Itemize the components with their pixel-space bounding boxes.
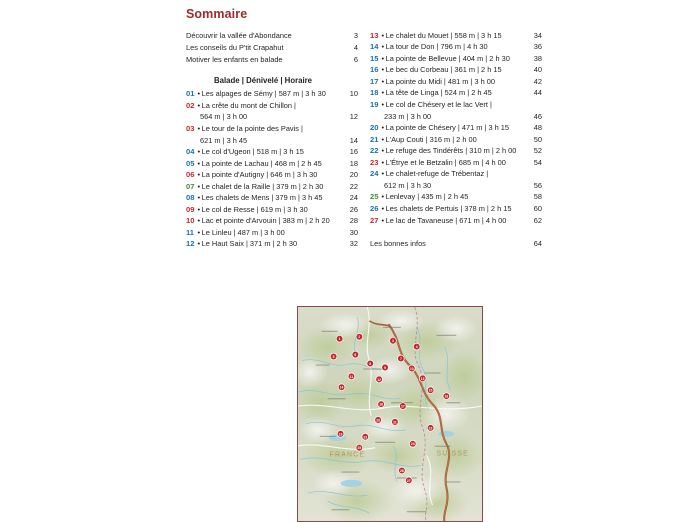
walk-entry-label	[186, 204, 340, 216]
bullet-icon: •	[381, 100, 385, 110]
walk-entry-text: Les alpages de Sémy | 587 m | 3 h 30	[201, 89, 326, 99]
walk-entry-page: 26	[349, 204, 358, 214]
map-marker[interactable]	[413, 343, 420, 350]
walk-entry[interactable]	[370, 76, 542, 88]
walk-entry-text: Le chalet du Mouet | 558 m | 3 h 15	[385, 30, 502, 40]
toc-column-right	[370, 30, 542, 250]
page-title: Sommaire	[186, 7, 248, 21]
walk-entry-continuation[interactable]	[370, 111, 542, 123]
map-marker-number: 22	[428, 426, 433, 431]
walk-entry[interactable]	[186, 146, 358, 158]
walk-entry-label	[186, 181, 340, 193]
bullet-icon: •	[197, 216, 201, 226]
walk-entry-text: Le Haut Saix | 371 m | 2 h 30	[201, 239, 298, 249]
walk-entry-page: 54	[533, 157, 542, 167]
walk-entry-text: La pointe du Midi | 481 m | 3 h 00	[385, 76, 496, 86]
walk-entry-number: 24	[370, 169, 379, 179]
map-marker-number: 19	[338, 432, 343, 437]
walk-entry[interactable]	[186, 181, 358, 193]
map-marker-number: 12	[377, 377, 381, 382]
walk-entry-page: 46	[533, 111, 542, 121]
map-country-label: FRANCE	[329, 451, 366, 459]
walk-entry-label	[370, 99, 524, 111]
walk-entry-number: 27	[370, 215, 379, 225]
intro-entry-page: 6	[353, 55, 358, 65]
map-marker[interactable]	[376, 376, 383, 383]
intro-entry-page: 4	[353, 42, 358, 52]
walk-entry-page: 34	[533, 30, 542, 40]
walk-entry-continuation[interactable]	[186, 111, 358, 123]
walk-entry[interactable]	[186, 158, 358, 170]
walk-entry-label	[370, 215, 524, 227]
toc-columns	[186, 30, 542, 250]
walk-entry-label	[186, 215, 340, 227]
walk-entry-number: 05	[186, 158, 195, 168]
map-marker[interactable]	[356, 444, 363, 451]
walk-entry-page: 14	[349, 135, 358, 145]
walk-entry[interactable]	[370, 122, 542, 134]
walk-entry-label	[186, 227, 340, 239]
walk-entry[interactable]	[186, 123, 358, 135]
walk-entry-page: 32	[349, 239, 358, 249]
map-marker-number: 13	[420, 376, 425, 381]
footer-entry-label: Les bonnes infos	[370, 239, 426, 249]
toc-column-left	[186, 30, 358, 250]
map-marker-number: 5	[332, 355, 335, 360]
walk-entry-page: 36	[533, 42, 542, 52]
walk-entry-text: Le col de Chésery et le lac Vert |	[385, 100, 492, 110]
walk-entry-label	[186, 123, 340, 135]
walk-entry-number: 02	[186, 100, 195, 110]
bullet-icon: •	[381, 76, 385, 86]
walk-entry[interactable]	[186, 100, 358, 112]
walk-entry[interactable]	[370, 134, 542, 146]
walk-entry-number: 17	[370, 76, 379, 86]
walk-entry-number: 07	[186, 181, 195, 191]
walk-entry-number: 13	[370, 30, 379, 40]
walk-entry-page: 18	[349, 158, 358, 168]
walk-entry-label	[370, 203, 524, 215]
bullet-icon: •	[381, 157, 385, 167]
walk-entry-label	[370, 64, 524, 76]
map-marker-number: 17	[400, 404, 405, 409]
bullet-icon: •	[381, 53, 385, 63]
walk-entry-text: Le col d'Ugeon | 518 m | 3 h 15	[201, 147, 304, 157]
walk-list-left	[186, 88, 358, 250]
walk-entry[interactable]	[186, 238, 358, 250]
walk-entry-text: Le bec du Corbeau | 361 m | 2 h 15	[385, 65, 502, 75]
walk-entry[interactable]	[186, 215, 358, 227]
bullet-icon: •	[381, 134, 385, 144]
walk-entry[interactable]	[186, 204, 358, 216]
walk-entry[interactable]	[370, 41, 542, 53]
map-marker[interactable]	[392, 419, 399, 426]
map-marker[interactable]	[399, 403, 406, 410]
walk-entry-page: 42	[533, 76, 542, 86]
footer-entry-page: 64	[533, 239, 542, 249]
walk-entry-number: 20	[370, 123, 379, 133]
table-of-contents	[186, 8, 542, 250]
walk-entry-number: 08	[186, 193, 195, 203]
map-marker[interactable]	[352, 351, 359, 358]
intro-entry-label: Motiver les enfants en balade	[186, 55, 283, 65]
intro-entry[interactable]	[186, 54, 358, 66]
walk-entry-label	[186, 158, 340, 170]
map-marker[interactable]	[409, 440, 416, 447]
walk-entry-text: La pointe de Lachau | 468 m | 2 h 45	[201, 158, 322, 168]
map-marker[interactable]	[375, 417, 382, 424]
intro-entry[interactable]	[186, 42, 358, 54]
walk-entry[interactable]	[370, 168, 542, 180]
intro-entry-label: Les conseils du P'tit Crapahut	[186, 42, 284, 52]
walk-entry-number: 09	[186, 204, 195, 214]
map-marker-number: 11	[349, 374, 354, 379]
walk-entry-label	[370, 157, 524, 169]
walk-entry[interactable]	[370, 215, 542, 227]
map-marker[interactable]	[390, 337, 397, 344]
walk-entry-page: 16	[349, 147, 358, 157]
walk-entry-page: 20	[349, 170, 358, 180]
map-marker-number: 26	[399, 468, 404, 473]
map-marker[interactable]	[362, 433, 369, 440]
walk-entry-text: La crête du mont de Chillon |	[201, 100, 296, 110]
map-marker-number: 23	[363, 435, 368, 440]
walk-entry[interactable]	[370, 87, 542, 99]
walk-entry-number: 18	[370, 88, 379, 98]
walk-entry-text: Lenlevay | 435 m | 2 h 45	[385, 192, 469, 202]
walk-entry-continuation[interactable]	[370, 180, 542, 192]
walk-entry-number: 23	[370, 157, 379, 167]
walk-entry-label	[370, 168, 524, 180]
bullet-icon: •	[381, 203, 385, 213]
walk-entry-text: Le chalet-refuge de Trébentaz |	[385, 169, 489, 179]
map-canvas	[298, 307, 482, 521]
map-marker[interactable]	[382, 364, 389, 371]
walk-entry-page: 52	[533, 146, 542, 156]
walk-entry-text: Le refuge des Tindérêts | 310 m | 2 h 00	[385, 146, 517, 156]
walk-entry-number: 14	[370, 42, 379, 52]
bullet-icon: •	[197, 100, 201, 110]
map-marker[interactable]	[419, 375, 426, 382]
map-marker[interactable]	[348, 373, 355, 380]
bullet-icon: •	[197, 147, 201, 157]
bullet-icon: •	[381, 65, 385, 75]
bullet-icon: •	[197, 193, 201, 203]
walk-entry-number: 16	[370, 65, 379, 75]
walk-entry-continuation-text: 612 m | 3 h 30	[384, 180, 432, 190]
bullet-icon: •	[381, 88, 385, 98]
walk-entry-text: La pointe d'Autigny | 646 m | 3 h 30	[201, 170, 318, 180]
walk-entry-text: Le col de Resse | 619 m | 3 h 30	[201, 204, 308, 214]
map-marker[interactable]	[405, 477, 412, 484]
map-marker-number: 2	[358, 335, 361, 340]
map-marker-number: 21	[393, 420, 397, 425]
intro-entry-label: Découvrir la vallée d'Abondance	[186, 30, 292, 40]
walk-entry-page: 56	[533, 180, 542, 190]
walk-entry-text: La tête de Linga | 524 m | 2 h 45	[385, 88, 492, 98]
walk-entry-page: 24	[349, 193, 358, 203]
walk-entry-continuation[interactable]	[186, 135, 358, 147]
map-marker[interactable]	[427, 425, 434, 432]
walk-entry-text: Le Linleu | 487 m | 3 h 00	[201, 227, 285, 237]
walk-entry-label	[370, 191, 524, 203]
map-marker[interactable]	[399, 467, 406, 474]
walk-entry-text: La pointe de Chésery | 471 m | 3 h 15	[385, 123, 509, 133]
walk-entry-text: Les chalets de Pertuis | 378 m | 2 h 15	[385, 203, 512, 213]
walk-entry-page: 62	[533, 215, 542, 225]
walk-entry-number: 15	[370, 53, 379, 63]
walk-entry-label	[370, 87, 524, 99]
map-marker-number: 14	[339, 385, 344, 390]
walk-entry-number: 21	[370, 134, 379, 144]
walk-entry-label	[370, 76, 524, 88]
walk-entry-number: 06	[186, 170, 195, 180]
map-marker-number: 4	[415, 345, 418, 350]
walk-entry-number: 04	[186, 147, 195, 157]
map-marker-number: 1	[338, 337, 341, 342]
map-marker-number: 6	[354, 353, 357, 358]
map-marker-number: 24	[410, 442, 415, 447]
walk-entry-page: 60	[533, 203, 542, 213]
walk-entry-page: 44	[533, 88, 542, 98]
walk-entry-text: Le tour de la pointe des Pavis |	[201, 124, 303, 133]
walk-entry[interactable]	[370, 30, 542, 42]
walk-entry-label	[370, 41, 524, 53]
walk-entry-label	[370, 53, 524, 65]
map-marker[interactable]	[378, 401, 385, 408]
walk-entry-page: 30	[349, 227, 358, 237]
walk-entry-continuation-text: 621 m | 3 h 45	[200, 135, 248, 145]
walk-entry-label	[370, 134, 524, 146]
bullet-icon: •	[381, 123, 385, 133]
walk-entry-page: 58	[533, 192, 542, 202]
walk-entry[interactable]	[186, 227, 358, 239]
walk-entry[interactable]	[370, 203, 542, 215]
walk-entry-label	[370, 30, 524, 42]
map-marker-number: 9	[384, 365, 386, 370]
map-marker-number: 27	[406, 478, 411, 483]
walk-entry-text: L'Aup Couti | 316 m | 2 h 00	[385, 134, 477, 144]
walk-entry-text: Lac et pointe d'Arvouin | 383 m | 2 h 20	[201, 216, 330, 226]
walk-entry-label	[186, 146, 340, 158]
walk-entry-label	[370, 145, 524, 157]
map-marker[interactable]	[398, 355, 405, 362]
walk-entry-number: 10	[186, 216, 195, 226]
walk-entry-page: 50	[533, 134, 542, 144]
bullet-icon: •	[197, 181, 201, 191]
walk-entry[interactable]	[186, 169, 358, 181]
walk-entry-text: La tour de Don | 796 m | 4 h 30	[385, 42, 488, 52]
walk-entry-page: 38	[533, 53, 542, 63]
bullet-icon: •	[197, 158, 201, 168]
bullet-icon: •	[381, 192, 385, 202]
walk-entry-number: 19	[370, 100, 379, 110]
intro-list	[186, 30, 358, 67]
bullet-icon: •	[197, 204, 201, 214]
walk-entry-number: 03	[186, 124, 195, 133]
walk-entry-label	[370, 122, 524, 134]
walk-entry-text: La pointe de Bellevue | 404 m | 2 h 30	[385, 53, 510, 63]
overview-map	[297, 306, 483, 522]
walk-entry-page: 12	[349, 112, 358, 122]
map-marker-number: 3	[392, 339, 394, 344]
map-marker[interactable]	[338, 384, 345, 391]
map-marker[interactable]	[443, 393, 450, 400]
footer-entry[interactable]	[370, 238, 542, 250]
walk-entry-number: 22	[370, 146, 379, 156]
map-marker-number: 20	[376, 418, 381, 423]
intro-entry-page: 3	[353, 30, 358, 40]
map-marker-number: 18	[444, 394, 449, 399]
toc-subheading: Balade | Dénivelé | Horaire	[214, 76, 312, 86]
bullet-icon: •	[381, 42, 385, 52]
intro-entry[interactable]	[186, 30, 358, 42]
walk-entry[interactable]	[370, 191, 542, 203]
walk-entry-text: Les chalets de Mens | 379 m | 3 h 45	[201, 193, 323, 203]
map-marker-number: 25	[357, 446, 362, 451]
walk-entry[interactable]	[370, 157, 542, 169]
walk-entry-continuation-text: 564 m | 3 h 00	[200, 112, 248, 122]
walk-entry-label	[186, 88, 340, 100]
map-country-label: SUISSE	[436, 450, 469, 458]
map-marker[interactable]	[427, 387, 434, 394]
walk-entry-number: 12	[186, 239, 195, 249]
map-marker[interactable]	[330, 353, 337, 360]
walk-entry-continuation-text: 233 m | 3 h 00	[384, 111, 432, 121]
walk-entry-number: 01	[186, 89, 195, 99]
walk-entry-label	[186, 100, 340, 112]
walk-entry[interactable]	[370, 145, 542, 157]
walk-entry-label	[186, 169, 340, 181]
walk-entry[interactable]	[370, 99, 542, 111]
bullet-icon: •	[197, 170, 201, 180]
map-marker-number: 16	[379, 402, 383, 407]
map-marker[interactable]	[408, 365, 415, 372]
walk-entry-text: Le lac de Tavaneuse | 671 m | 4 h 00	[385, 215, 507, 225]
walk-entry[interactable]	[186, 88, 358, 100]
bullet-icon: •	[381, 215, 385, 225]
walk-entry-page: 48	[533, 123, 542, 133]
bullet-icon: •	[197, 89, 201, 99]
map-marker-number: 7	[399, 357, 402, 362]
walk-entry-page: 10	[349, 89, 358, 99]
map-marker[interactable]	[336, 335, 343, 342]
walk-entry-number: 11	[186, 227, 195, 237]
walk-entry-text: L'Étrye et le Betzalin | 685 m | 4 h 00	[385, 157, 506, 167]
map-marker[interactable]	[367, 360, 374, 367]
walk-entry-number: 25	[370, 192, 379, 202]
walk-entry-page: 22	[349, 181, 358, 191]
map-marker[interactable]	[337, 430, 344, 437]
map-marker[interactable]	[356, 333, 363, 340]
walk-entry[interactable]	[370, 53, 542, 65]
map-marker-number: 8	[369, 361, 372, 366]
map-marker-number: 10	[409, 366, 414, 371]
walk-entry-label	[186, 238, 340, 250]
walk-entry-page: 28	[349, 216, 358, 226]
walk-entry[interactable]	[370, 64, 542, 76]
walk-list-right	[370, 30, 542, 226]
map-marker-number: 15	[428, 388, 433, 393]
walk-entry-number: 26	[370, 203, 379, 213]
walk-entry-text: Le chalet de la Raille | 379 m | 2 h 30	[201, 181, 324, 191]
bullet-icon: •	[197, 124, 201, 133]
bullet-icon: •	[381, 30, 385, 40]
bullet-icon: •	[381, 146, 385, 156]
walk-entry[interactable]	[186, 192, 358, 204]
bullet-icon: •	[197, 239, 201, 249]
bullet-icon: •	[381, 169, 385, 179]
walk-entry-label	[186, 192, 340, 204]
walk-entry-page: 40	[533, 65, 542, 75]
bullet-icon: •	[197, 227, 201, 237]
